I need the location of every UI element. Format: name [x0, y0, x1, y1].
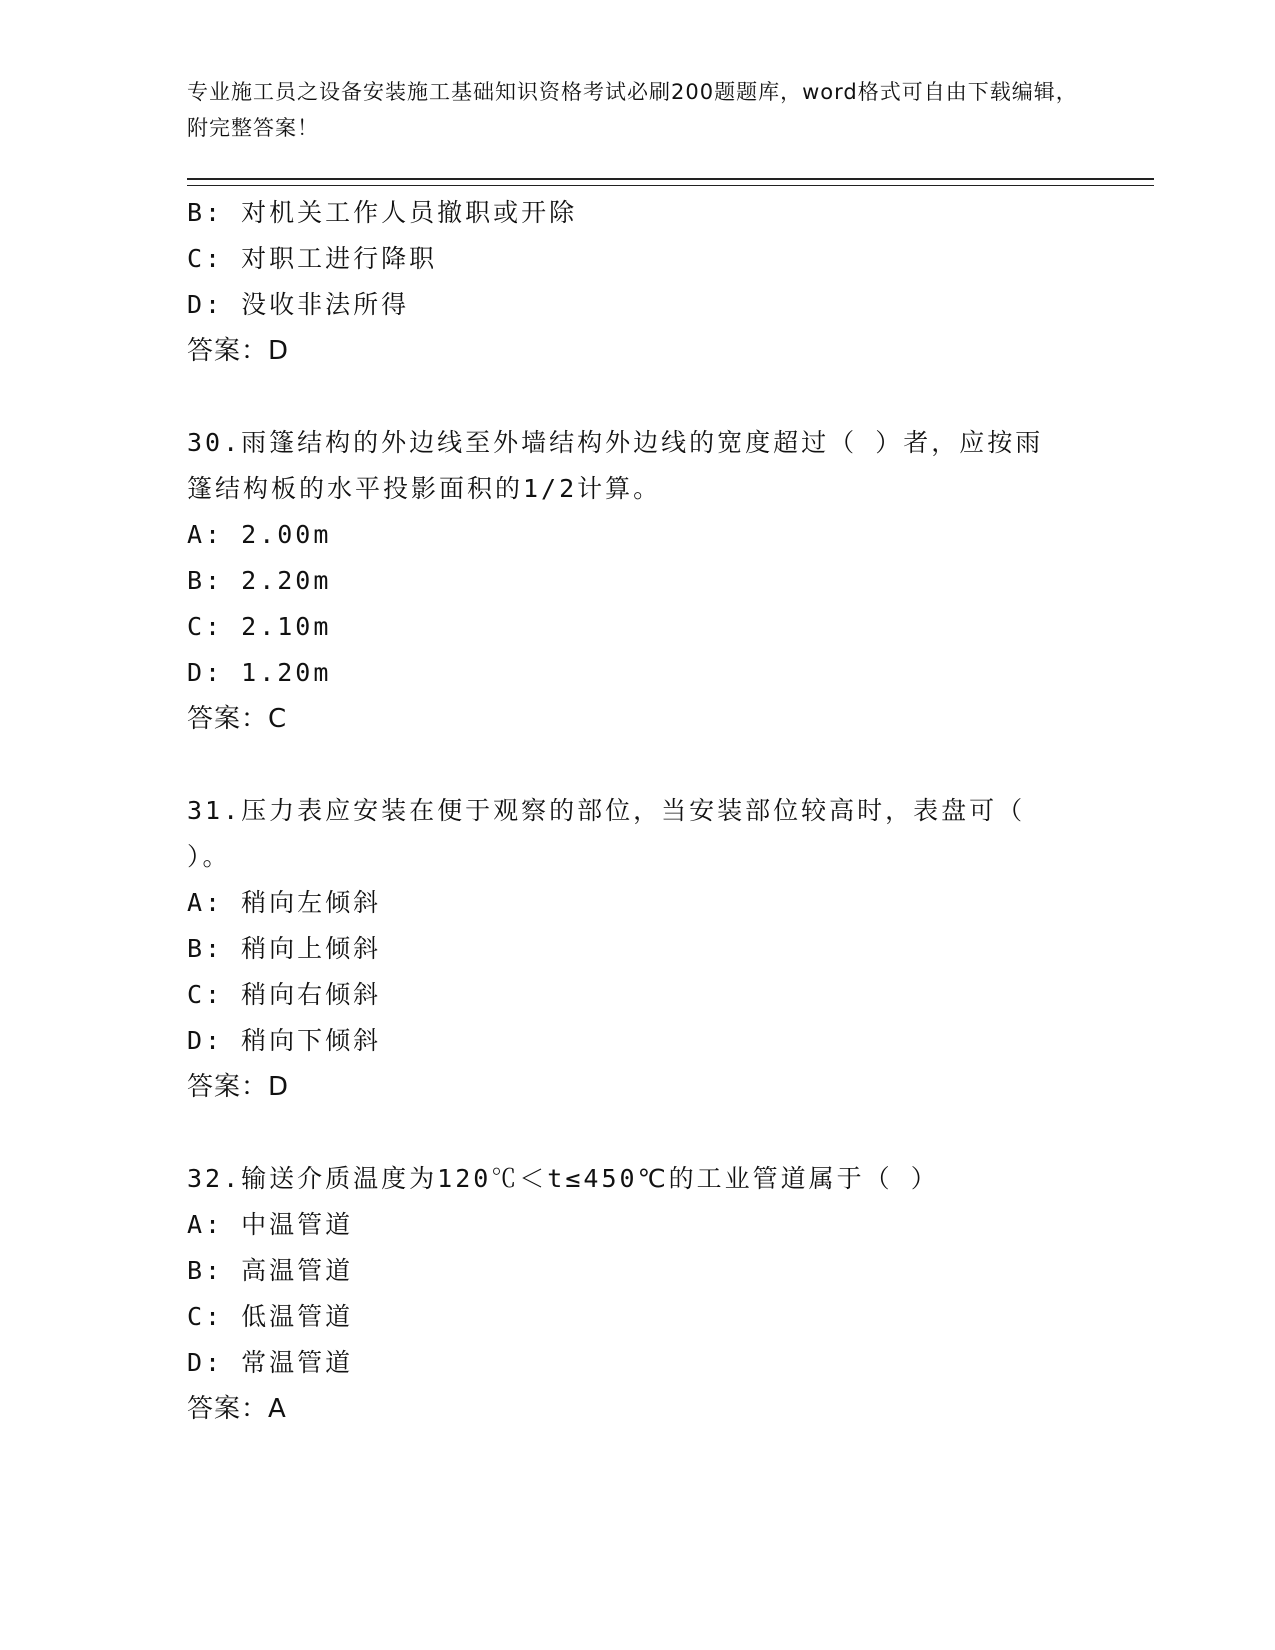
option-c: C: 低温管道	[187, 1302, 354, 1331]
question-block-32	[187, 1156, 1087, 1432]
question-block-31	[187, 788, 1087, 1110]
answer-line: 答案：C	[187, 704, 288, 734]
spacer	[187, 742, 1087, 788]
option-a: A: 2.00m	[187, 520, 332, 549]
spacer	[187, 1110, 1087, 1156]
question-text: 31.压力表应安装在便于观察的部位，当安装部位较高时，表盘可（ ）。	[187, 796, 1026, 871]
spacer	[187, 374, 1087, 420]
answer-line: 答案：D	[187, 336, 290, 366]
answer-line: 答案：D	[187, 1072, 290, 1102]
option-b: B: 2.20m	[187, 566, 332, 595]
document-header: 专业施工员之设备安装施工基础知识资格考试必刷200题题库，word格式可自由下载编辑，附完整答案！	[187, 80, 1078, 140]
option-d: D: 没收非法所得	[187, 290, 410, 319]
option-b: B: 高温管道	[187, 1256, 354, 1285]
question-text: 30.雨篷结构的外边线至外墙结构外边线的宽度超过（ ）者，应按雨 篷结构板的水平投影面积的1/2计算。	[187, 428, 1044, 503]
option-d: D: 常温管道	[187, 1348, 354, 1377]
option-a: A: 中温管道	[187, 1210, 354, 1239]
question-block-partial	[187, 190, 1087, 374]
option-c: C: 2.10m	[187, 612, 332, 641]
option-b: B: 稍向上倾斜	[187, 934, 382, 963]
option-a: A: 稍向左倾斜	[187, 888, 382, 917]
option-c: C: 对职工进行降职	[187, 244, 438, 273]
option-d: D: 1.20m	[187, 658, 332, 687]
question-list	[187, 190, 1087, 1432]
option-b: B: 对机关工作人员撤职或开除	[187, 198, 578, 227]
option-c: C: 稍向右倾斜	[187, 980, 382, 1009]
header-divider	[187, 178, 1154, 186]
answer-line: 答案：A	[187, 1394, 287, 1424]
question-text: 32.输送介质温度为120℃＜t≤450℃的工业管道属于（ ）	[187, 1164, 939, 1193]
option-d: D: 稍向下倾斜	[187, 1026, 382, 1055]
question-block-30	[187, 420, 1087, 742]
